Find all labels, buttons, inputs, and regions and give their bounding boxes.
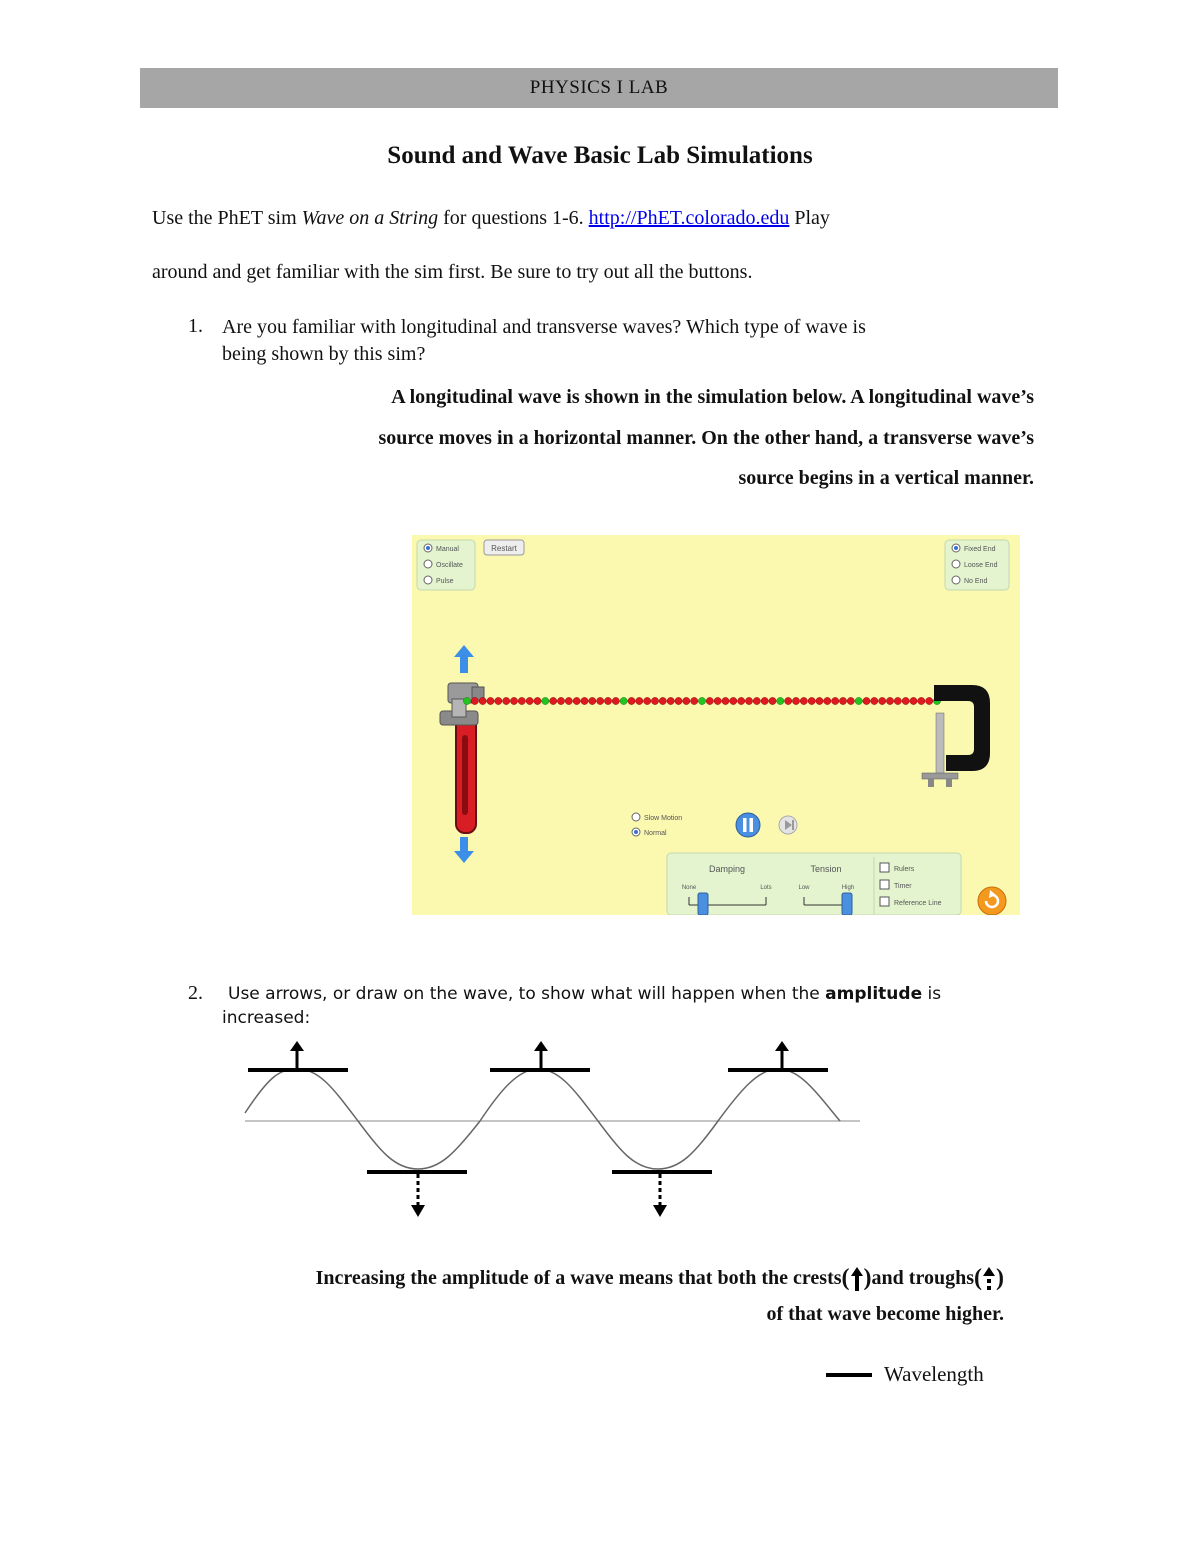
- crest-marker-1: [248, 1041, 348, 1070]
- q1-number: 1.: [188, 315, 203, 337]
- restart-label: Restart: [491, 544, 517, 553]
- bead: [926, 697, 933, 704]
- bead: [785, 697, 792, 704]
- q1-line-1: Are you familiar with longitudinal and transverse waves? Which type of wave is: [222, 316, 866, 338]
- bead: [745, 697, 752, 704]
- bead: [581, 697, 588, 704]
- wave-diagram: [240, 1035, 865, 1225]
- timer-checkbox[interactable]: [880, 880, 889, 889]
- control-panel: [667, 853, 961, 915]
- bead: [894, 697, 901, 704]
- bead: [675, 697, 682, 704]
- bead: [487, 697, 494, 704]
- radio-oscillate[interactable]: [424, 560, 432, 568]
- bead: [565, 697, 572, 704]
- bead: [495, 697, 502, 704]
- bead: [910, 697, 917, 704]
- bead: [503, 697, 510, 704]
- q2-answer-line-2: of that wave become higher.: [766, 1303, 1004, 1325]
- speed-option-normal: Normal: [644, 830, 667, 837]
- q2-answer-part-1: Increasing the amplitude of a wave means that both the crests: [315, 1267, 842, 1289]
- bead: [510, 697, 517, 704]
- bead: [471, 697, 478, 704]
- bead: [722, 697, 729, 704]
- reference-line-checkbox[interactable]: [880, 897, 889, 906]
- bead: [612, 697, 619, 704]
- intro-line-1: [152, 207, 830, 230]
- bead: [902, 697, 909, 704]
- sim-name: Wave on a String: [301, 207, 439, 229]
- reset-all-button[interactable]: [978, 887, 1006, 915]
- bead: [597, 697, 604, 704]
- q2-line-2: increased:: [222, 1008, 311, 1028]
- intro-line-2: around and get familiar with the sim first. Be sure to try out all the buttons.: [152, 261, 753, 283]
- wave-on-string-sim: [412, 535, 1020, 915]
- q2-answer-part-2: and troughs: [871, 1267, 974, 1289]
- damping-min: None: [681, 885, 697, 891]
- q2-answer-line-1: [316, 1265, 1004, 1292]
- sine-wave: [245, 1069, 840, 1169]
- bead: [847, 697, 854, 704]
- bead: [644, 697, 651, 704]
- bead: [824, 697, 831, 704]
- open-paren-1: (: [841, 1265, 850, 1291]
- step-button[interactable]: [779, 816, 797, 834]
- header-bar: [140, 68, 1058, 108]
- dashed-up-arrow-icon: [982, 1266, 996, 1292]
- trough-marker-1: [367, 1172, 467, 1217]
- bead: [659, 697, 666, 704]
- bead: [769, 697, 776, 704]
- marker-bead: [620, 697, 627, 704]
- open-paren-2: (: [974, 1265, 982, 1291]
- bead: [832, 697, 839, 704]
- bead: [479, 697, 486, 704]
- tension-max: High: [841, 885, 855, 891]
- bead: [839, 697, 846, 704]
- pause-button[interactable]: [736, 813, 760, 837]
- mode-panel: [417, 540, 475, 590]
- marker-bead: [855, 697, 862, 704]
- intro-text-2: for questions 1-6.: [438, 207, 589, 229]
- bead: [863, 697, 870, 704]
- tension-slider[interactable]: [842, 893, 852, 915]
- phet-link[interactable]: http://PhET.colorado.edu: [588, 207, 790, 229]
- bead: [667, 697, 674, 704]
- end-panel: [945, 540, 1009, 590]
- bead: [886, 697, 893, 704]
- bead: [557, 697, 564, 704]
- bead: [753, 697, 760, 704]
- bead: [573, 697, 580, 704]
- bead: [526, 697, 533, 704]
- bead: [604, 697, 611, 704]
- crest-marker-3: [728, 1041, 828, 1070]
- bead: [730, 697, 737, 704]
- marker-bead: [698, 697, 705, 704]
- trough-marker-2: [612, 1172, 712, 1217]
- damping-label: Damping: [708, 864, 746, 874]
- q1-answer-line-3: source begins in a vertical manner.: [738, 467, 1034, 489]
- marker-bead: [777, 697, 784, 704]
- string-beads: [463, 697, 940, 704]
- crest-marker-2: [490, 1041, 590, 1070]
- bead: [761, 697, 768, 704]
- checkbox-reference-line: Reference Line: [894, 900, 942, 907]
- wavelength-legend-swatch: [826, 1373, 872, 1377]
- q1-answer-line-1: A longitudinal wave is shown in the simulation below. A longitudinal wave’s: [391, 386, 1034, 408]
- q1-line-2: being shown by this sim?: [222, 343, 426, 365]
- mode-option-manual: Manual: [436, 546, 459, 553]
- tension-min: Low: [798, 885, 810, 891]
- damping-max: Lots: [760, 885, 772, 891]
- intro-text-3: Play: [789, 207, 830, 229]
- rulers-checkbox[interactable]: [880, 863, 889, 872]
- radio-pulse[interactable]: [424, 576, 432, 584]
- bead: [800, 697, 807, 704]
- bead: [816, 697, 823, 704]
- bead: [534, 697, 541, 704]
- bead: [651, 697, 658, 704]
- bead: [879, 697, 886, 704]
- q2-number: 2.: [188, 982, 203, 1004]
- mode-option-pulse: Pulse: [436, 578, 454, 585]
- bead: [808, 697, 815, 704]
- restart-button[interactable]: [484, 540, 524, 555]
- speed-option-slow: Slow Motion: [644, 815, 683, 822]
- bead: [550, 697, 557, 704]
- radio-loose-end[interactable]: [952, 560, 960, 568]
- bead: [792, 697, 799, 704]
- intro-text-1: Use the PhET sim: [152, 207, 302, 229]
- bead: [636, 697, 643, 704]
- solid-up-arrow-icon: [850, 1266, 864, 1292]
- radio-no-end[interactable]: [952, 576, 960, 584]
- marker-bead: [542, 697, 549, 704]
- checkbox-rulers: Rulers: [894, 866, 915, 873]
- checkbox-timer: Timer: [894, 883, 912, 890]
- page-title: Sound and Wave Basic Lab Simulations: [387, 142, 813, 169]
- close-paren-2: ): [996, 1265, 1004, 1291]
- end-option-loose: Loose End: [964, 562, 998, 569]
- radio-slow-motion[interactable]: [632, 813, 640, 821]
- marker-bead: [463, 697, 470, 704]
- end-option-fixed: Fixed End: [964, 546, 996, 553]
- q2-line-1: [228, 981, 941, 1008]
- bead: [871, 697, 878, 704]
- course-title: PHYSICS I LAB: [529, 77, 669, 98]
- bead: [706, 697, 713, 704]
- bead: [683, 697, 690, 704]
- bead: [714, 697, 721, 704]
- q2-text-bold: amplitude: [825, 984, 923, 1004]
- bead: [691, 697, 698, 704]
- q2-text-post: is: [922, 984, 942, 1004]
- wavelength-legend-label: Wavelength: [884, 1362, 984, 1386]
- damping-slider[interactable]: [698, 893, 708, 915]
- bead: [918, 697, 925, 704]
- q2-text-pre: Use arrows, or draw on the wave, to show what will happen when the: [228, 984, 826, 1004]
- bead: [518, 697, 525, 704]
- tension-label: Tension: [810, 864, 842, 874]
- close-paren-1: ): [863, 1265, 872, 1291]
- mode-option-oscillate: Oscillate: [436, 562, 463, 569]
- bead: [628, 697, 635, 704]
- bead: [738, 697, 745, 704]
- q1-answer-line-2: source moves in a horizontal manner. On the other hand, a transverse wave’s: [378, 427, 1034, 449]
- bead: [589, 697, 596, 704]
- end-option-none: No End: [964, 578, 988, 585]
